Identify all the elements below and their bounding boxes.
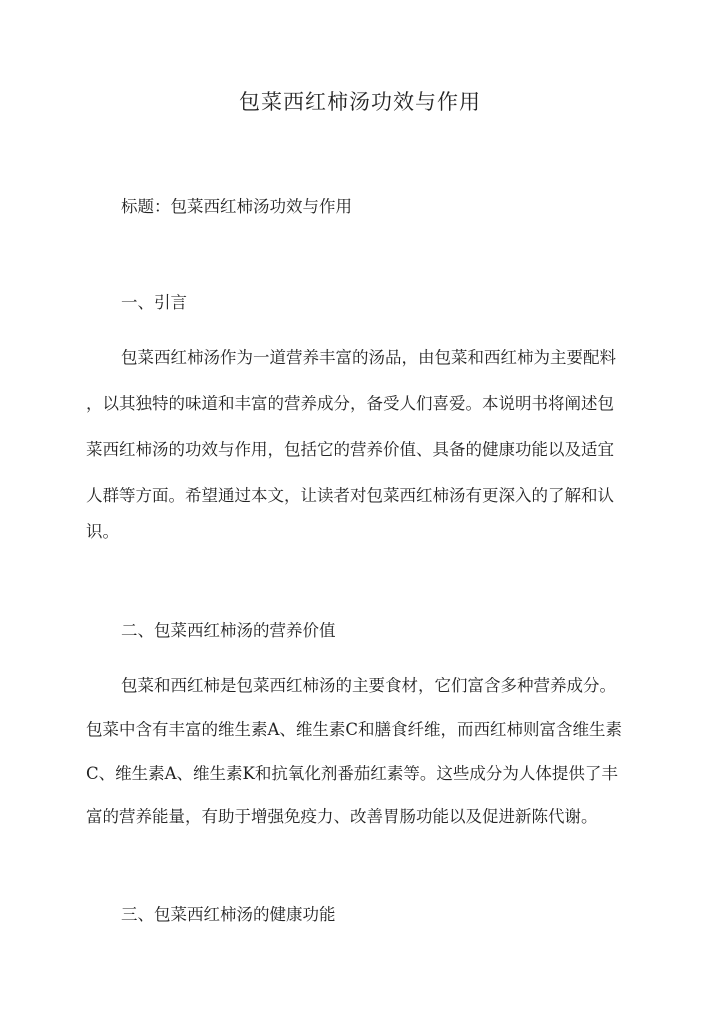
section-heading-nutrition: 二、包菜西红柿汤的营养价值 (121, 621, 336, 640)
section-heading-health: 三、包菜西红柿汤的健康功能 (121, 905, 336, 924)
paragraph-line: 识。 (86, 522, 119, 541)
paragraph-line: 包菜和西红柿是包菜西红柿汤的主要食材，它们富含多种营养成分。 (121, 676, 616, 695)
paragraph-line: C、维生素A、维生素K和抗氧化剂番茄红素等。这些成分为人体提供了丰 (86, 764, 618, 783)
paragraph-line: 包菜西红柿汤作为一道营养丰富的汤品，由包菜和西红柿为主要配料 (121, 348, 616, 367)
paragraph-line: 人群等方面。希望通过本文，让读者对包菜西红柿汤有更深入的了解和认 (86, 486, 614, 505)
document-title: 包菜西红柿汤功效与作用 (239, 90, 481, 114)
paragraph-line: 富的营养能量，有助于增强免疫力、改善胃肠功能以及促进新陈代谢。 (86, 807, 598, 826)
paragraph-line: 包菜中含有丰富的维生素A、维生素C和膳食纤维，而西红柿则富含维生素 (86, 720, 623, 739)
section-heading-intro: 一、引言 (121, 293, 187, 312)
subtitle-line: 标题：包菜西红柿汤功效与作用 (121, 197, 352, 216)
paragraph-line: 菜西红柿汤的功效与作用，包括它的营养价值、具备的健康功能以及适宜 (86, 440, 614, 459)
paragraph-line: ，以其独特的味道和丰富的营养成分，备受人们喜爱。本说明书将阐述包 (86, 394, 614, 413)
